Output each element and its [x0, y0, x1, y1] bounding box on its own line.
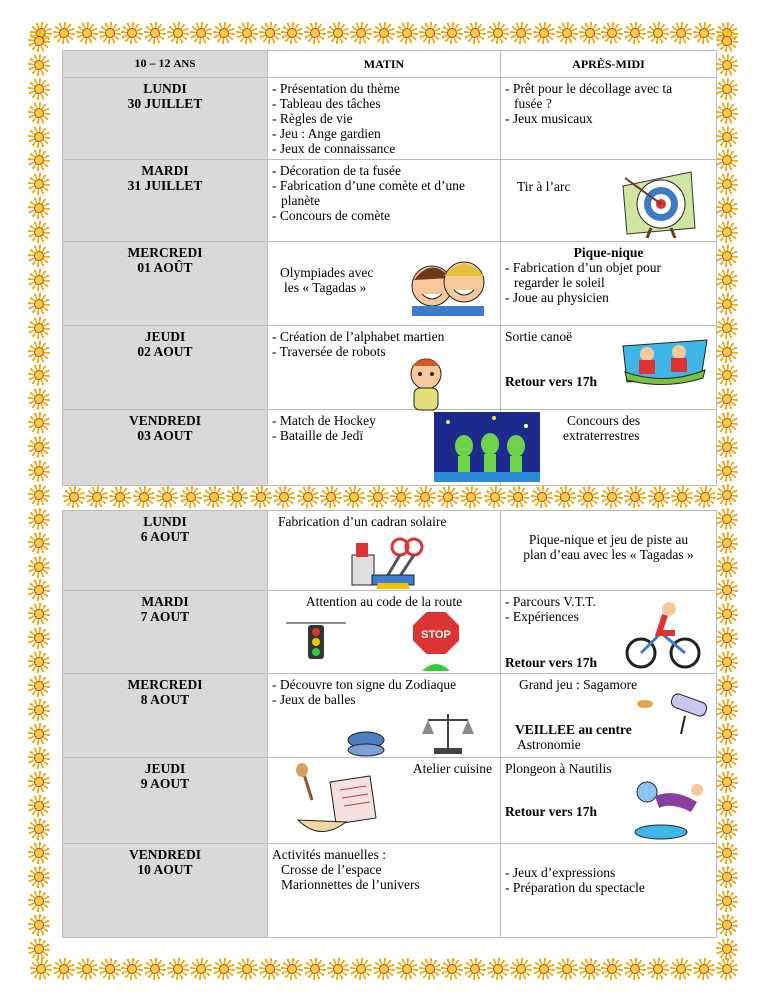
sun-icon [190, 958, 212, 980]
sun-icon [510, 958, 532, 980]
sun-icon [716, 436, 738, 458]
sun-icon [28, 364, 50, 386]
sun-icon [531, 486, 553, 508]
sun-icon [350, 958, 372, 980]
sun-icon [716, 149, 738, 171]
sun-icon [99, 958, 121, 980]
sun-icon [441, 958, 463, 980]
sun-icon [28, 54, 50, 76]
sun-icon [390, 486, 412, 508]
sun-icon [648, 486, 670, 508]
sun-icon [716, 54, 738, 76]
sun-icon [716, 771, 738, 793]
stop-sign-label: STOP [421, 629, 451, 641]
sun-icon [716, 126, 738, 148]
sun-icon [28, 818, 50, 840]
sun-icon [250, 486, 272, 508]
sun-icon [716, 388, 738, 410]
sun-icon [624, 486, 646, 508]
sun-icon [213, 22, 235, 44]
sun-icon [28, 579, 50, 601]
sun-icon [716, 532, 738, 554]
sun-icon [180, 486, 202, 508]
sun-icon [28, 508, 50, 530]
day-cell: JEUDI 02 AOUT [63, 326, 268, 410]
sun-icon [297, 486, 319, 508]
sun-icon [213, 958, 235, 980]
apres-cell: Sortie canoë Retour vers 17h [501, 326, 717, 410]
sun-icon [716, 364, 738, 386]
matin-cell: Activités manuelles : Crosse de l’espace Marionnettes de l’univers [268, 844, 501, 938]
day-cell: VENDREDI 10 AOUT [63, 844, 268, 938]
sun-icon [28, 245, 50, 267]
thinking-child-icon [402, 354, 452, 412]
sun-icon [28, 723, 50, 745]
sun-icon [507, 486, 529, 508]
sun-icon [716, 795, 738, 817]
sun-icon [28, 388, 50, 410]
sun-icon [28, 795, 50, 817]
sun-icon [28, 317, 50, 339]
matin-cell: - Découvre ton signe du Zodiaque - Jeux de balles [268, 674, 501, 758]
sun-icon [28, 484, 50, 506]
sun-icon [577, 486, 599, 508]
sun-icon [28, 197, 50, 219]
matin-cell: Fabrication d’un cadran solaire [268, 511, 501, 591]
sun-icon [167, 958, 189, 980]
sun-icon [28, 436, 50, 458]
sun-icon [716, 317, 738, 339]
canoe-icon [621, 336, 709, 386]
sun-icon [99, 22, 121, 44]
day-cell: LUNDI 6 AOUT [63, 511, 268, 591]
bottom-sun-border [30, 958, 738, 984]
apres-cell: Concours des extraterrestres [501, 410, 717, 486]
sun-icon [670, 22, 692, 44]
sun-icon [76, 22, 98, 44]
sun-icon [28, 149, 50, 171]
craft-tools-icon [338, 535, 434, 591]
sun-icon [28, 675, 50, 697]
sun-icon [28, 221, 50, 243]
sun-icon [601, 486, 623, 508]
sun-icon [343, 486, 365, 508]
sun-icon [533, 22, 555, 44]
sun-icon [716, 30, 738, 52]
sun-icon [414, 486, 436, 508]
sun-icon [716, 958, 738, 980]
matin-header: MATIN [268, 51, 501, 78]
sun-icon [716, 651, 738, 673]
sun-icon [28, 532, 50, 554]
apres-midi-header: APRÈS-MIDI [501, 51, 717, 78]
sun-icon [226, 486, 248, 508]
sun-icon [304, 958, 326, 980]
sun-icon [716, 460, 738, 482]
sun-icon [28, 126, 50, 148]
sun-icon [28, 866, 50, 888]
sun-icon [716, 914, 738, 936]
sun-icon [281, 22, 303, 44]
week-separator [63, 486, 717, 511]
sun-icon [281, 958, 303, 980]
sun-icon [304, 22, 326, 44]
sun-icon [510, 22, 532, 44]
sun-icon [464, 958, 486, 980]
sun-icon [647, 958, 669, 980]
telescope-icon [635, 692, 711, 736]
sun-icon [396, 958, 418, 980]
sun-icon [716, 221, 738, 243]
day-cell: LUNDI 30 JUILLET [63, 78, 268, 160]
sun-icon [28, 890, 50, 912]
sun-icon [28, 938, 50, 960]
sun-icon [716, 341, 738, 363]
sun-icon [236, 958, 258, 980]
sun-icon [203, 486, 225, 508]
stop-sign-icon [408, 609, 464, 671]
sun-icon [373, 958, 395, 980]
top-sun-border [30, 22, 738, 48]
apres-cell: Grand jeu : Sagamore VEILLEE au centre Astronomie [501, 674, 717, 758]
apres-cell: - Parcours V.T.T. - Expériences Retour vers 17h [501, 591, 717, 674]
sun-icon [28, 651, 50, 673]
sun-icon [716, 890, 738, 912]
sun-icon [28, 412, 50, 434]
sun-icon [484, 486, 506, 508]
day-cell: MERCREDI 8 AOUT [63, 674, 268, 758]
sun-icon [579, 22, 601, 44]
sun-icon [167, 22, 189, 44]
sun-icon [259, 958, 281, 980]
day-cell: MARDI 7 AOUT [63, 591, 268, 674]
sun-icon [694, 486, 716, 508]
apres-cell: - Prêt pour le décollage avec ta fusée ? - Jeux musicaux [501, 78, 717, 160]
sun-icon [28, 341, 50, 363]
sun-icon [716, 173, 738, 195]
sun-icon [556, 958, 578, 980]
matin-cell: Olympiades avec les « Tagadas » [268, 242, 501, 326]
left-sun-border [28, 30, 54, 960]
apres-cell: Tir à l’arc [501, 160, 717, 242]
sun-icon [63, 486, 85, 508]
sun-icon [716, 818, 738, 840]
sun-icon [28, 30, 50, 52]
sun-icon [716, 938, 738, 960]
sun-icon [86, 486, 108, 508]
sun-icon [464, 22, 486, 44]
sun-icon [236, 22, 258, 44]
children-faces-icon [408, 250, 490, 316]
sun-icon [396, 22, 418, 44]
cyclist-icon [625, 599, 701, 671]
sun-icon [437, 486, 459, 508]
sun-icon [716, 699, 738, 721]
sun-icon [28, 914, 50, 936]
sun-icon [556, 22, 578, 44]
sun-icon [554, 486, 576, 508]
matin-cell: Attention au code de la route STOP [268, 591, 501, 674]
sun-icon [373, 22, 395, 44]
sun-icon [716, 508, 738, 530]
day-cell: JEUDI 9 AOUT [63, 758, 268, 844]
sun-icon [367, 486, 389, 508]
sun-icon [28, 78, 50, 100]
sun-icon [716, 197, 738, 219]
sun-icon [716, 723, 738, 745]
schedule-table [62, 50, 717, 938]
sun-icon [28, 627, 50, 649]
sun-icon [53, 22, 75, 44]
sun-icon [53, 958, 75, 980]
traffic-light-icon [286, 615, 346, 663]
sun-icon [716, 293, 738, 315]
sun-icon [28, 293, 50, 315]
zodiac-icon [338, 708, 488, 758]
sun-icon [716, 269, 738, 291]
day-cell: MARDI 31 JUILLET [63, 160, 268, 242]
sun-icon [716, 866, 738, 888]
sun-icon [109, 486, 131, 508]
sun-icon [716, 842, 738, 864]
sun-icon [601, 22, 623, 44]
apres-cell: Plongeon à Nautilis Retour vers 17h [501, 758, 717, 844]
sun-icon [716, 627, 738, 649]
sun-icon [601, 958, 623, 980]
sun-icon [28, 842, 50, 864]
cooking-book-icon [290, 762, 382, 842]
matin-cell: - Décoration de ta fusée - Fabrication d’une comète et d’une planète - Concours de comète [268, 160, 501, 242]
right-sun-border [716, 30, 742, 960]
apres-cell: Pique-nique - Fabrication d’un objet pour regarder le soleil - Joue au physicien [501, 242, 717, 326]
sun-icon [419, 958, 441, 980]
sun-icon [624, 958, 646, 980]
sun-icon [487, 958, 509, 980]
sun-icon [441, 22, 463, 44]
sun-icon [28, 269, 50, 291]
sun-icon [28, 771, 50, 793]
sun-icon [487, 22, 509, 44]
sun-icon [259, 22, 281, 44]
sun-icon [28, 603, 50, 625]
sun-icon [121, 22, 143, 44]
sun-icon [30, 958, 52, 980]
sun-icon [647, 22, 669, 44]
sun-icon [273, 486, 295, 508]
sun-icon [121, 958, 143, 980]
matin-cell: - Création de l’alphabet martien - Traversée de robots [268, 326, 501, 410]
sun-icon [716, 747, 738, 769]
sun-icon [579, 958, 601, 980]
sun-icon [76, 958, 98, 980]
matin-cell: - Présentation du thème - Tableau des tâches - Règles de vie - Jeu : Ange gardien - Jeux de connaissance [268, 78, 501, 160]
sun-icon [320, 486, 342, 508]
sun-icon [327, 22, 349, 44]
sun-icon [28, 699, 50, 721]
sun-icon [624, 22, 646, 44]
sun-icon [28, 102, 50, 124]
sun-icon [327, 958, 349, 980]
sun-icon [671, 486, 693, 508]
sun-icon [716, 579, 738, 601]
sun-icon [156, 486, 178, 508]
sun-icon [670, 958, 692, 980]
day-cell: VENDREDI 03 AOUT [63, 410, 268, 486]
sun-icon [716, 556, 738, 578]
matin-cell: Atelier cuisine [268, 758, 501, 844]
sun-icon [693, 958, 715, 980]
sun-icon [716, 675, 738, 697]
sun-icon [419, 22, 441, 44]
sun-icon [716, 78, 738, 100]
sun-icon [716, 484, 738, 506]
sun-icon [144, 958, 166, 980]
sun-icon [28, 556, 50, 578]
sun-icon [716, 245, 738, 267]
sun-icon [144, 22, 166, 44]
sun-icon [350, 22, 372, 44]
sun-icon [716, 412, 738, 434]
sun-icon [716, 603, 738, 625]
day-cell: MERCREDI 01 AOÛT [63, 242, 268, 326]
apres-cell: - Jeux d’expressions - Préparation du spectacle [501, 844, 717, 938]
sun-icon [28, 173, 50, 195]
archery-target-icon [617, 166, 699, 238]
sun-icon [133, 486, 155, 508]
sun-icon [693, 22, 715, 44]
sun-icon [28, 460, 50, 482]
matin-cell: - Match de Hockey - Bataille de Jedï [268, 410, 501, 486]
sun-icon [190, 22, 212, 44]
apres-cell: Pique-nique et jeu de piste au plan d’eau avec les « Tagadas » [501, 511, 717, 591]
sun-icon [533, 958, 555, 980]
sun-icon [716, 102, 738, 124]
sun-icon [460, 486, 482, 508]
sun-icon [28, 747, 50, 769]
diver-icon [631, 772, 709, 842]
age-header: 10 – 12 ANS [63, 51, 268, 78]
